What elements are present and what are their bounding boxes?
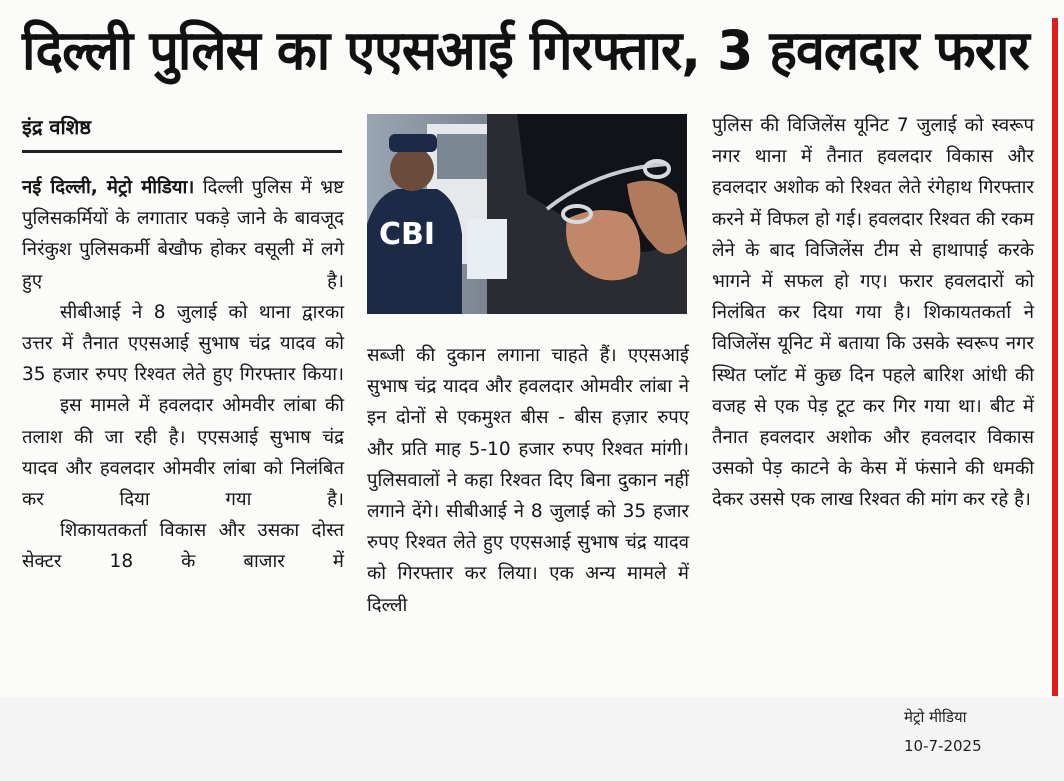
byline: इंद्र वशिष्ठ <box>22 115 92 139</box>
lead-text: दिल्ली पुलिस में भ्रष्ट पुलिसकर्मियों के लगातार पकड़े जाने के बावजूद निरंकुश पुलिसकर्मी बेखौफ होकर वसूली में लगे हुए है। <box>22 177 344 292</box>
source-label: मेट्रो मीडिया <box>904 708 967 726</box>
date-label: 10-7-2025 <box>904 737 982 755</box>
page-edge-rule <box>1052 18 1058 696</box>
news-photo-handcuffed-suspect <box>367 114 687 314</box>
byline-divider <box>22 150 342 153</box>
lead-paragraph <box>22 172 344 297</box>
headline: दिल्ली पुलिस का एएसआई गिरफ्तार, 3 हवलदार फरार <box>22 19 1029 83</box>
cbi-badge-text: CBI <box>379 217 436 252</box>
paragraph: शिकायतकर्ता विकास और उसका दोस्त सेक्टर 18 के बाजार में <box>22 520 344 573</box>
article-column-1 <box>22 172 344 578</box>
paragraph: सब्जी की दुकान लगाना चाहते हैं। एएसआई सुभाष चंद्र यादव और हवलदार ओमवीर लांबा ने इन दोनों से एकमुश्त बीस - बीस हज़ार रुपए और प्रति माह 5-10 हजार रुपए रिश्वत मांगी। पुलिसवालों ने कहा रिश्वत दिए बिना दुकान नहीं लगाने देंगे। सीबीआई ने 8 जुलाई को 35 हजार रुपए रिश्वत लेते हुए एएसआई सुभाष चंद्र यादव को गिरफ्तार कर लिया। एक अन्य मामले में दिल्ली <box>367 345 689 616</box>
dateline: नई दिल्ली, मेट्रो मीडिया। <box>22 177 195 198</box>
paragraph: सीबीआई ने 8 जुलाई को थाना द्वारका उत्तर में तैनात एएसआई सुभाष चंद्र यादव को 35 हजार रुपए रिश्वत लेते हुए गिरफ्तार किया। <box>22 301 344 386</box>
paragraph: पुलिस की विजिलेंस यूनिट 7 जुलाई को स्वरूप नगर थाना में तैनात हवलदार विकास और हवलदार अशोक को रिश्वत लेते रंगेहाथ गिरफ्तार करने में विफल हो गई। हवलदार रिश्वत की रकम लेने के बाद विजिलेंस टीम से हाथापाई करके भागने में सफल हो गए। फरार हवलदारों को निलंबित कर दिया गया है। शिकायतकर्ता ने विजिलेंस यूनिट में बताया कि उसके स्वरूप नगर स्थित प्लॉट में कुछ दिन पहले बारिश आंधी की वजह से एक पेड़ टूट कर गिर गया था। बीट में तैनात हवलदार अशोक और हवलदार विकास उसको पेड़ काटने के केस में फंसाने की धमकी देकर उससे एक लाख रिश्वत की मांग कर रहे है। <box>712 115 1034 511</box>
officer-cap <box>389 134 437 152</box>
photo-illustration <box>367 114 687 314</box>
paragraph: इस मामले में हवलदार ओमवीर लांबा की तलाश की जा रही है। एएसआई सुभाष चंद्र यादव और हवलदार ओमवीर लांबा को निलंबित कर दिया गया है। <box>22 395 344 511</box>
article-column-2 <box>367 340 689 621</box>
article-column-3 <box>712 110 1034 516</box>
